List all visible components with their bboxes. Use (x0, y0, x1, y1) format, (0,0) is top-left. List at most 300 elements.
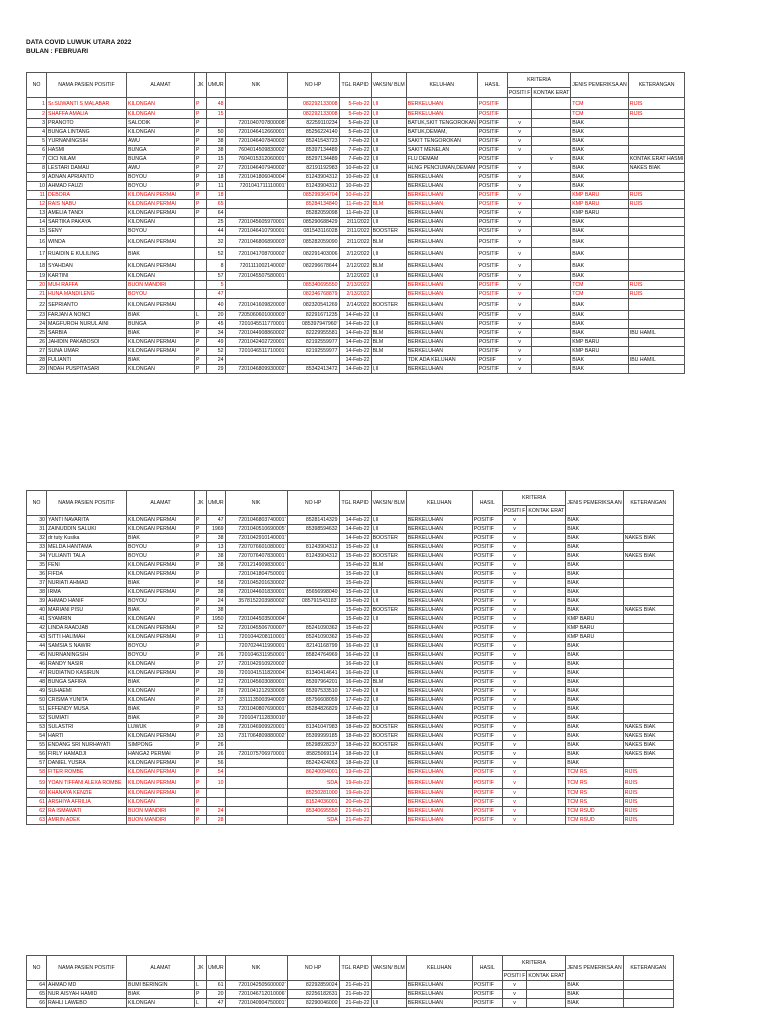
cell-patient-name: SITTI HALIMAH (47, 633, 127, 642)
cell-age: 28 (207, 723, 226, 732)
cell-rapid-date: 21-Feb-22 (339, 999, 371, 1008)
cell-phone: 85397134489 (287, 146, 339, 155)
cell-complaint: BERKELUHAN (406, 182, 477, 191)
cell-exam-type: BIAK (566, 981, 624, 990)
cell-contact-mark (532, 200, 571, 209)
cell-rapid-date: 15-Feb-22 (339, 633, 371, 642)
cell-positive-mark: v (507, 227, 532, 236)
cell-gender: P (195, 365, 207, 374)
cell-contact-mark (527, 660, 566, 669)
cell-exam-type: BIAK (566, 570, 624, 579)
cell-positive-mark: v (507, 209, 532, 218)
cell-exam-type: BIAK (566, 579, 624, 588)
cell-gender: P (195, 606, 207, 615)
cell-patient-name: FIRLY HAMADJI (47, 750, 127, 759)
cell-patient-name: KHANAYA KENZIE (47, 789, 127, 798)
cell-remarks (623, 624, 673, 633)
cell-vaccine (371, 981, 406, 990)
cell-remarks (623, 561, 673, 570)
cell-rapid-date: 15-Feb-22 (339, 579, 371, 588)
table-row (27, 299, 685, 311)
cell-patient-name: AMELIA TANDI (47, 209, 127, 218)
cell-phone: 85342413472 (287, 365, 339, 374)
cell-address: BIAK (127, 606, 195, 615)
cell-remarks: NAKES BIAK (628, 164, 685, 173)
col-header-positive: POSITI F (503, 972, 526, 979)
cell-phone: 082292133008 (287, 110, 339, 119)
cell-vaccine: I,II (371, 209, 406, 218)
cell-patient-name: RAIS NABU (47, 200, 127, 209)
cell-gender: P (195, 552, 207, 561)
table-row (27, 356, 685, 365)
cell-positive-mark: v (502, 570, 527, 579)
table-row (27, 128, 685, 137)
table-row (27, 146, 685, 155)
cell-remarks (628, 320, 685, 329)
cell-patient-name: FIFDA (47, 570, 127, 579)
cell-address: BUNGA (127, 146, 195, 155)
cell-remarks: IBU HAMIL (628, 329, 685, 338)
cell-nik: 7201042910920002' (225, 660, 287, 669)
cell-result: POSITIF (472, 651, 502, 660)
cell-patient-name: SENY (47, 227, 127, 236)
cell-complaint: SAKIT TENGOROKAN (406, 137, 477, 146)
cell-patient-name: NUR AISYAH HAMID (47, 990, 127, 999)
table-row (27, 516, 674, 525)
table-row (27, 329, 685, 338)
table-row (27, 798, 674, 807)
cell-contact-mark (527, 807, 566, 816)
cell-age: 26 (207, 750, 226, 759)
cell-positive-mark: v (502, 789, 527, 798)
cell-no: 10 (27, 182, 47, 191)
cell-complaint: BERKELUHAN (406, 732, 472, 741)
cell-gender: P (195, 642, 207, 651)
table-row (27, 272, 685, 281)
cell-exam-type: BIAK (566, 705, 624, 714)
cell-patient-name: BUNGA LINTANG (47, 128, 127, 137)
cell-age: 8 (207, 260, 226, 272)
table-row (27, 597, 674, 606)
cell-exam-type: BIAK (571, 272, 629, 281)
cell-positive-mark: v (507, 119, 532, 128)
cell-positive-mark: v (502, 750, 527, 759)
cell-contact-mark (532, 329, 571, 338)
col-header-close-contact: KONTAK ERAT (528, 507, 565, 514)
cell-vaccine: I,II (371, 750, 406, 759)
cell-result: POSITIF (477, 347, 507, 356)
cell-nik: 7201040510690005' (225, 525, 287, 534)
cell-contact-mark (532, 320, 571, 329)
cell-address: SIMPONG (127, 741, 195, 750)
cell-positive-mark: v (507, 182, 532, 191)
cell-rapid-date: 10-Feb-22 (339, 173, 371, 182)
cell-phone: 81341047983 (287, 723, 339, 732)
cell-complaint: BERKELUHAN (406, 759, 472, 768)
cell-no: 15 (27, 227, 47, 236)
cell-address: KILONGAN (127, 272, 195, 281)
col-header-gender: JK (195, 491, 207, 516)
cell-phone: 81243904312 (287, 173, 339, 182)
cell-exam-type: KMP BARU (566, 633, 624, 642)
cell-vaccine: I,II (371, 320, 406, 329)
cell-address: KILONGAN PERMAI (127, 200, 195, 209)
table-row (27, 789, 674, 798)
cell-nik: 7201046712010006' (225, 990, 287, 999)
cell-rapid-date: 7-Feb-22 (339, 137, 371, 146)
cell-remarks: RIJIS (628, 281, 685, 290)
cell-patient-name: LESTARI DAMAU (47, 164, 127, 173)
cell-gender: P (195, 798, 207, 807)
cell-positive-mark: v (502, 999, 527, 1008)
cell-exam-type: BIAK (566, 723, 624, 732)
cell-positive-mark: v (507, 146, 532, 155)
cell-nik: 7201040904750001' (225, 999, 287, 1008)
cell-remarks (628, 338, 685, 347)
col-header-vaccine: VAKSIN/ BLM (371, 956, 406, 981)
cell-age: 39 (207, 669, 226, 678)
cell-rapid-date: 11-Feb-22 (339, 209, 371, 218)
cell-contact-mark (532, 209, 571, 218)
cell-no: 39 (27, 597, 47, 606)
cell-complaint: BERKELUHAN (406, 320, 477, 329)
cell-rapid-date: 15-Feb-22 (339, 588, 371, 597)
cell-address: KILONGAN PERMAI (127, 338, 195, 347)
cell-remarks: RIJIS (623, 816, 673, 825)
cell-address: KILONGAN (127, 687, 195, 696)
cell-remarks (623, 990, 673, 999)
cell-complaint: BERKELUHAN (406, 768, 472, 777)
cell-age: 33 (207, 732, 226, 741)
cell-complaint: BERKELUHAN (406, 642, 472, 651)
cell-positive-mark: v (507, 191, 532, 200)
cell-complaint: BERKELUHAN (406, 678, 472, 687)
cell-complaint: BERKELUHAN (406, 543, 472, 552)
cell-no: 29 (27, 365, 47, 374)
cell-patient-name: dr tuty Kusika (47, 534, 127, 543)
cell-contact-mark (532, 191, 571, 200)
cell-phone: 85241090362 (287, 624, 339, 633)
cell-gender: P (195, 624, 207, 633)
cell-age: 38 (207, 534, 226, 543)
cell-nik (225, 98, 287, 110)
cell-phone: 85398594632 (287, 525, 339, 534)
cell-vaccine: BLM (371, 200, 406, 209)
cell-gender: P (195, 338, 207, 347)
cell-patient-name: BUNGA SAFIRA (47, 678, 127, 687)
cell-age: 18 (207, 191, 226, 200)
cell-positive-mark: v (502, 624, 527, 633)
cell-positive-mark: v (502, 714, 527, 723)
cell-patient-name: AHMAD MD (47, 981, 127, 990)
cell-gender: P (195, 990, 207, 999)
cell-gender: P (195, 119, 207, 128)
col-header-phone: NO HP (287, 491, 339, 516)
cell-nik: 7201046410790001' (225, 227, 287, 236)
cell-result: POSITIF (477, 227, 507, 236)
table-row (27, 624, 674, 633)
cell-no: 55 (27, 741, 47, 750)
cell-complaint: HLNG PENCIUMAN,DEMAM (407, 165, 476, 171)
cell-vaccine: BOOSTER (371, 606, 406, 615)
table-row (27, 534, 674, 543)
cell-result: POSITIF (472, 570, 502, 579)
cell-phone (287, 561, 339, 570)
cell-positive-mark: v (502, 651, 527, 660)
cell-exam-type: KMP BARU (571, 200, 629, 209)
cell-contact-mark (532, 98, 571, 110)
cell-age (207, 789, 226, 798)
cell-address: KILONGAN (127, 218, 195, 227)
cell-no: 42 (27, 624, 47, 633)
table-row (27, 723, 674, 732)
col-header-complaint: KELUHAN (406, 73, 477, 98)
cell-complaint: BERKELUHAN (406, 687, 472, 696)
cell-age: 40 (207, 299, 226, 311)
cell-no: 46 (27, 660, 47, 669)
cell-nik (225, 741, 287, 750)
cell-vaccine: I,II (371, 365, 406, 374)
covid-patient-table-3 (26, 955, 674, 1008)
cell-positive-mark: v (507, 248, 532, 260)
cell-nik: 7201045603080001' (225, 678, 287, 687)
cell-contact-mark (532, 128, 571, 137)
cell-exam-type: KMP BARU (571, 347, 629, 356)
cell-phone: 82192559977 (287, 347, 339, 356)
cell-age: 15 (207, 155, 226, 164)
cell-vaccine: I,II (371, 272, 406, 281)
cell-patient-name: SAMSIA S NAWIR (47, 642, 127, 651)
col-header-no: NO (27, 491, 47, 516)
cell-result: POSITIF (477, 260, 507, 272)
cell-gender: P (195, 633, 207, 642)
header-row (27, 956, 674, 971)
col-header-vaccine: VAKSIN/ BLM (371, 73, 406, 98)
cell-address: KILONGAN PERMAI (127, 299, 195, 311)
cell-no: 12 (27, 200, 47, 209)
cell-rapid-date: 11-Feb-22 (339, 200, 371, 209)
cell-age: 52 (207, 248, 226, 260)
cell-remarks (623, 759, 673, 768)
cell-no: 66 (27, 999, 47, 1008)
cell-address: KILONGAN PERMAI (127, 789, 195, 798)
cell-address: BOYOU (127, 597, 195, 606)
cell-address: KILONGAN PERMAI (127, 588, 195, 597)
cell-rapid-date: 2/12/2022 (339, 272, 371, 281)
cell-contact-mark (527, 642, 566, 651)
cell-rapid-date: 19-Feb-22 (339, 768, 371, 777)
cell-rapid-date: 5-Feb-22 (339, 128, 371, 137)
cell-rapid-date: 14-Feb-22 (339, 525, 371, 534)
cell-address: KILONGAN (127, 999, 195, 1008)
cell-age: 26 (207, 741, 226, 750)
cell-phone: 82292859024 (287, 981, 339, 990)
cell-no: 41 (27, 615, 47, 624)
cell-complaint: BERKELUHAN (406, 570, 472, 579)
cell-positive-mark: v (502, 732, 527, 741)
col-header-result: HASIL (472, 491, 502, 516)
cell-no: 4 (27, 128, 47, 137)
cell-positive-mark: v (507, 272, 532, 281)
cell-address: BOYOU (127, 182, 195, 191)
cell-nik: 7201046311950001' (225, 651, 287, 660)
cell-phone: 85241090362 (287, 633, 339, 642)
cell-remarks (623, 687, 673, 696)
cell-age: 61 (207, 981, 226, 990)
cell-remarks (628, 173, 685, 182)
cell-contact-mark (527, 723, 566, 732)
document-title (26, 38, 131, 56)
cell-address: KILONGAN (127, 110, 195, 119)
cell-age: 32 (207, 236, 226, 248)
cell-patient-name: SHAFFA AMALIA (47, 110, 127, 119)
cell-gender: P (195, 696, 207, 705)
cell-rapid-date: 14-Feb-22 (339, 329, 371, 338)
cell-gender: P (195, 98, 207, 110)
cell-complaint: BERKELUHAN (406, 606, 472, 615)
cell-gender: L (195, 981, 207, 990)
cell-patient-name: CRISMA YUNITA (47, 696, 127, 705)
covid-patient-table-2 (26, 490, 674, 825)
cell-age: 13 (207, 543, 226, 552)
cell-age: 20 (207, 311, 226, 320)
col-header-age: UMUR (207, 956, 226, 981)
cell-patient-name: RUAIDIN E KULILING (47, 248, 127, 260)
cell-exam-type: BIAK (571, 119, 629, 128)
cell-no: 65 (27, 990, 47, 999)
cell-no: 52 (27, 714, 47, 723)
cell-contact-mark (532, 137, 571, 146)
cell-no: 48 (27, 678, 47, 687)
cell-age: 64 (207, 209, 226, 218)
cell-nik: 7201041511820004' (225, 669, 287, 678)
cell-no: 25 (27, 329, 47, 338)
cell-phone: 082346768879 (287, 290, 339, 299)
cell-complaint: BERKELUHAN (406, 218, 477, 227)
cell-age: 50 (207, 128, 226, 137)
cell-vaccine (371, 768, 406, 777)
cell-no: 47 (27, 669, 47, 678)
cell-exam-type: TCM RS (566, 798, 624, 807)
cell-result: POSITIF (477, 320, 507, 329)
cell-patient-name: SYAMRIN (47, 615, 127, 624)
cell-contact-mark (532, 182, 571, 191)
cell-gender: P (195, 164, 207, 173)
cell-address: KILONGAN (127, 660, 195, 669)
cell-phone: 85297134489 (287, 155, 339, 164)
cell-vaccine: I,II (371, 164, 406, 173)
cell-remarks: KONTAK ERAT HASMI (629, 156, 684, 162)
cell-phone: 85656998040 (287, 588, 339, 597)
cell-address: BIAK (127, 714, 195, 723)
cell-age: 5 (207, 281, 226, 290)
cell-address: KILONGAN PERMAI (127, 236, 195, 248)
cell-result: POSITIF (472, 789, 502, 798)
col-header-complaint: KELUHAN (406, 491, 472, 516)
cell-phone: 85284134840 (287, 200, 339, 209)
cell-vaccine (371, 281, 406, 290)
cell-address: BOYOU (127, 173, 195, 182)
col-header-positive: POSITI F (508, 89, 531, 96)
cell-gender: P (195, 128, 207, 137)
col-header-result: HASIL (477, 73, 507, 98)
cell-rapid-date: 10-Feb-22 (339, 191, 371, 200)
cell-rapid-date: 14-Feb-22 (339, 347, 371, 356)
col-header-nik: NIK (225, 491, 287, 516)
cell-phone: SDA (287, 777, 339, 789)
cell-gender: P (195, 732, 207, 741)
cell-address: BIAK (127, 990, 195, 999)
cell-vaccine: I,II (371, 155, 406, 164)
cell-vaccine: BOOSTER (371, 723, 406, 732)
covid-patient-table-1 (26, 72, 685, 374)
cell-rapid-date: 14-Feb-22 (339, 320, 371, 329)
cell-phone: SDA (287, 816, 339, 825)
cell-patient-name: FARJAN A NONCI (47, 311, 127, 320)
cell-age: 27 (207, 164, 226, 173)
cell-phone: 85298928237 (287, 741, 339, 750)
table-row (27, 687, 674, 696)
cell-remarks (628, 119, 685, 128)
cell-gender (195, 236, 207, 248)
cell-gender: P (195, 651, 207, 660)
cell-remarks (623, 714, 673, 723)
cell-vaccine: I,II (371, 516, 406, 525)
table-row (27, 543, 674, 552)
cell-patient-name: SEPRIANTO (47, 299, 127, 311)
table-row (27, 588, 674, 597)
cell-exam-type: TCM RSUD (566, 816, 624, 825)
cell-phone (287, 534, 339, 543)
cell-no: 36 (27, 570, 47, 579)
cell-age: 10 (207, 777, 226, 789)
cell-patient-name: NURNANINGSIH (47, 651, 127, 660)
cell-gender: P (195, 570, 207, 579)
cell-positive-mark: v (502, 807, 527, 816)
cell-result: POSITIF (472, 615, 502, 624)
cell-gender: P (195, 615, 207, 624)
cell-positive-mark: v (507, 311, 532, 320)
cell-address: BIAK (127, 678, 195, 687)
cell-vaccine: I,II (371, 588, 406, 597)
cell-complaint: BERKELUHAN (406, 311, 477, 320)
cell-address: KILONGAN PERMAI (127, 633, 195, 642)
cell-vaccine: BOOSTER (371, 552, 406, 561)
cell-vaccine: BLM (371, 236, 406, 248)
table-row (27, 320, 685, 329)
cell-no: 51 (27, 705, 47, 714)
cell-phone: 82291671235 (287, 311, 339, 320)
cell-result: POSITIF (477, 128, 507, 137)
cell-nik: 7201046909920001' (225, 723, 287, 732)
cell-complaint: BERKELUHAN (406, 248, 477, 260)
cell-vaccine: BOOSTER (371, 534, 406, 543)
table-row (27, 633, 674, 642)
cell-exam-type: BIAK (571, 365, 629, 374)
cell-positive-mark (507, 155, 532, 164)
cell-complaint: BERKELUHAN (406, 798, 472, 807)
cell-positive-mark: v (507, 164, 532, 173)
cell-vaccine: I,II (371, 615, 406, 624)
cell-gender: P (195, 705, 207, 714)
cell-age: 24 (207, 356, 226, 365)
cell-age: 56 (207, 759, 226, 768)
cell-positive-mark: v (502, 777, 527, 789)
cell-patient-name: SUMIATI (47, 714, 127, 723)
cell-positive-mark: v (507, 236, 532, 248)
cell-rapid-date: 18-Feb-22 (339, 759, 371, 768)
cell-remarks (623, 588, 673, 597)
